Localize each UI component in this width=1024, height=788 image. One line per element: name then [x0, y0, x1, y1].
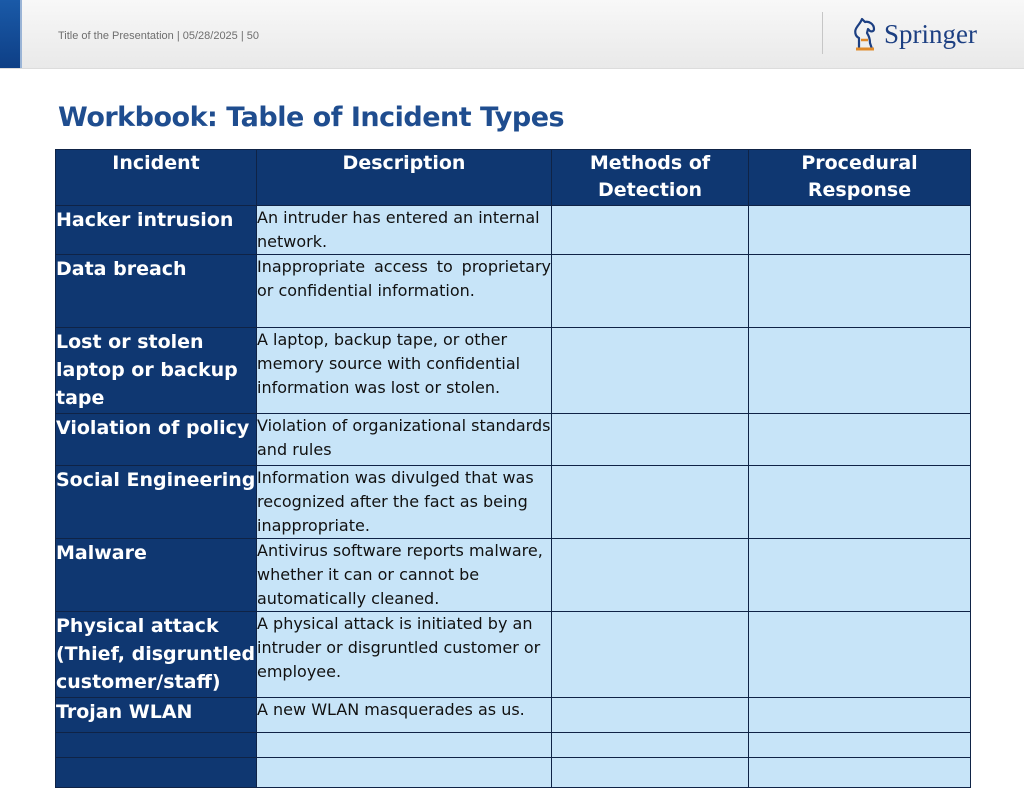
springer-horse-icon [850, 16, 880, 52]
table-header-row [56, 150, 971, 206]
response-cell[interactable] [749, 698, 971, 733]
incident-cell: Physical attack (Thief, disgruntled customer/staff) [56, 612, 257, 698]
table-row [56, 539, 971, 612]
description-cell[interactable] [257, 733, 552, 758]
header-procedural-response: Procedural Response [749, 150, 971, 206]
description-cell: A physical attack is initiated by an intruder or disgruntled customer or employee. [257, 612, 552, 698]
table-row [56, 466, 971, 539]
response-cell[interactable] [749, 206, 971, 255]
table-row [56, 328, 971, 414]
description-cell: Violation of organizational standards and rules [257, 414, 552, 466]
description-cell: An intruder has entered an internal network. [257, 206, 552, 255]
incident-cell: Hacker intrusion [56, 206, 257, 255]
table-row [56, 414, 971, 466]
response-cell[interactable] [749, 328, 971, 414]
springer-logo [850, 14, 977, 54]
header-accent-edge [20, 0, 22, 68]
detection-cell[interactable] [552, 206, 749, 255]
logo-text: Springer [884, 18, 977, 49]
table-row [56, 758, 971, 788]
description-cell: A new WLAN masquerades as us. [257, 698, 552, 733]
response-cell[interactable] [749, 539, 971, 612]
detection-cell[interactable] [552, 466, 749, 539]
incident-cell: Violation of policy [56, 414, 257, 466]
response-cell[interactable] [749, 255, 971, 328]
detection-cell[interactable] [552, 698, 749, 733]
description-cell: Antivirus software reports malware, whether it can or cannot be automatically cleaned. [257, 539, 552, 612]
incident-table [55, 149, 971, 788]
incident-cell: Trojan WLAN [56, 698, 257, 733]
table-row [56, 206, 971, 255]
response-cell[interactable] [749, 414, 971, 466]
response-cell[interactable] [749, 466, 971, 539]
detection-cell[interactable] [552, 539, 749, 612]
incident-cell[interactable] [56, 733, 257, 758]
response-cell[interactable] [749, 612, 971, 698]
detection-cell[interactable] [552, 612, 749, 698]
detection-cell[interactable] [552, 733, 749, 758]
incident-cell[interactable] [56, 758, 257, 788]
header-divider [822, 12, 823, 54]
description-cell: Inappropriate access to proprietary or confidential information. [257, 255, 552, 328]
description-cell: Information was divulged that was recognized after the fact as being inappropriate. [257, 466, 552, 539]
table-row [56, 698, 971, 733]
table-row [56, 255, 971, 328]
header-accent-bar [0, 0, 20, 68]
detection-cell[interactable] [552, 414, 749, 466]
header-methods-of-detection: Methods of Detection [552, 150, 749, 206]
header-description: Description [257, 150, 552, 206]
detection-cell[interactable] [552, 255, 749, 328]
table-row [56, 612, 971, 698]
response-cell[interactable] [749, 733, 971, 758]
header-incident: Incident [56, 150, 257, 206]
table-row [56, 733, 971, 758]
description-cell: A laptop, backup tape, or other memory source with confidential information was lost or stolen. [257, 328, 552, 414]
response-cell[interactable] [749, 758, 971, 788]
incident-cell: Social Engineering [56, 466, 257, 539]
header-text: Title of the Presentation | 05/28/2025 | 50 [58, 30, 259, 42]
incident-cell: Data breach [56, 255, 257, 328]
detection-cell[interactable] [552, 758, 749, 788]
incident-cell: Malware [56, 539, 257, 612]
detection-cell[interactable] [552, 328, 749, 414]
description-cell[interactable] [257, 758, 552, 788]
incident-cell: Lost or stolen laptop or backup tape [56, 328, 257, 414]
slide-title: Workbook: Table of Incident Types [58, 102, 565, 133]
